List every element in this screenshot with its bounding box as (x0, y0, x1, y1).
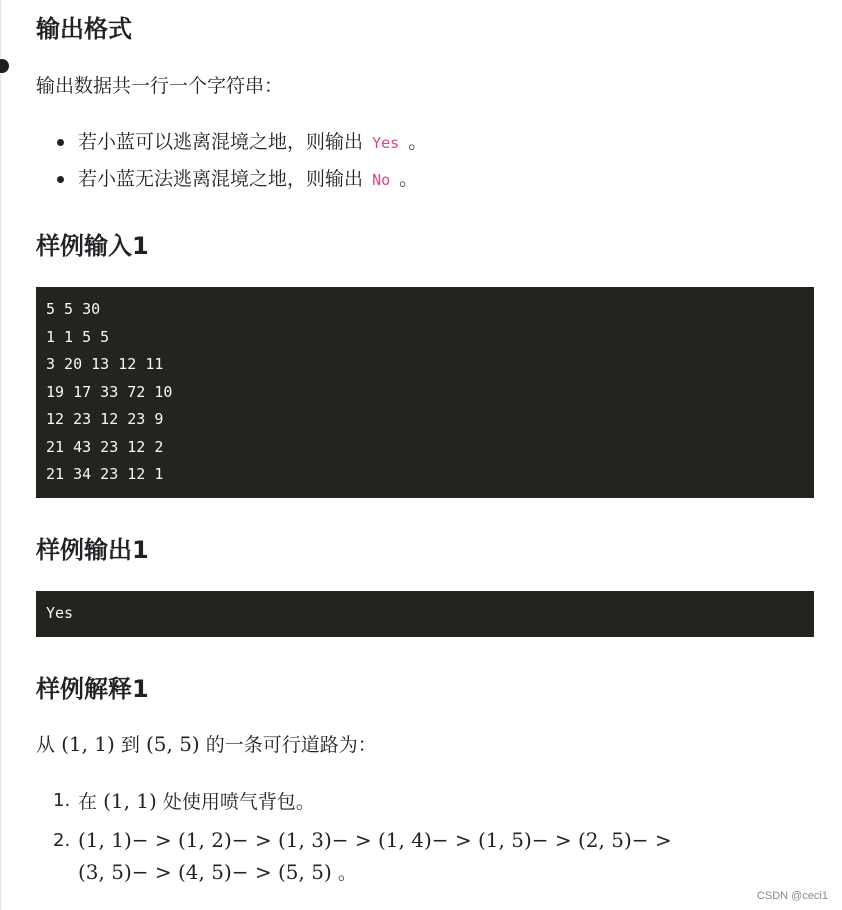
code-line: 3 20 13 12 11 (46, 355, 164, 373)
intro-mid: 到 (120, 734, 140, 756)
sidebar-toggle-handle[interactable] (0, 59, 9, 73)
bullet-text: 若小蓝无法逃离混境之地，则输出 (78, 168, 364, 190)
heading-output-format: 输出格式 (36, 15, 132, 43)
code-line: 12 23 12 23 9 (46, 410, 164, 428)
output-format-list (36, 124, 427, 198)
output-format-intro: 输出数据共一行一个字符串： (36, 75, 284, 97)
heading-explanation: 样例解释1 (36, 675, 149, 703)
step-math-line-2: (3, 5)− > (4, 5)− > (5, 5) (78, 860, 332, 884)
sample-input-code-block[interactable] (36, 287, 814, 498)
left-border (0, 0, 1, 910)
code-line: 21 34 23 12 1 (46, 465, 164, 483)
heading-sample-output: 样例输出1 (36, 536, 149, 564)
step-end: 。 (337, 862, 357, 884)
heading-sample-input: 样例输入1 (36, 232, 149, 260)
intro-post: 的一条可行道路为： (205, 734, 377, 756)
inline-code-yes: Yes (372, 134, 400, 152)
csdn-watermark: CSDN @ceci1 (756, 890, 828, 902)
bullet-end: 。 (399, 168, 419, 190)
step-number: 2. (53, 830, 71, 851)
explanation-steps (36, 786, 672, 889)
math-to: (5, 5) (145, 732, 200, 756)
list-item (36, 124, 427, 161)
step-math: (1, 1) (103, 789, 157, 813)
sample-output-code-block[interactable] (36, 591, 814, 637)
code-line: Yes (46, 604, 74, 622)
bullet-end: 。 (408, 131, 428, 153)
bullet-text: 若小蓝可以逃离混境之地，则输出 (78, 131, 364, 153)
list-item (36, 825, 672, 889)
list-item (36, 161, 427, 198)
code-line: 5 5 30 (46, 300, 101, 318)
code-line: 19 17 33 72 10 (46, 382, 173, 401)
list-item (36, 786, 672, 817)
intro-pre: 从 (36, 734, 56, 756)
step-number: 1. (53, 790, 71, 811)
step-math-line-1: (1, 1)− > (1, 2)− > (1, 3)− > (1, 4)− > (1, 5)− > (2, 5)− > (78, 828, 672, 852)
code-line: 21 43 23 12 2 (46, 437, 164, 456)
math-from: (1, 1) (61, 732, 115, 756)
step-post: 处使用喷气背包。 (162, 791, 315, 813)
code-line: 1 1 5 5 (46, 327, 110, 346)
step-pre: 在 (78, 791, 98, 813)
inline-code-no: No (372, 171, 391, 189)
explanation-intro (36, 731, 377, 758)
